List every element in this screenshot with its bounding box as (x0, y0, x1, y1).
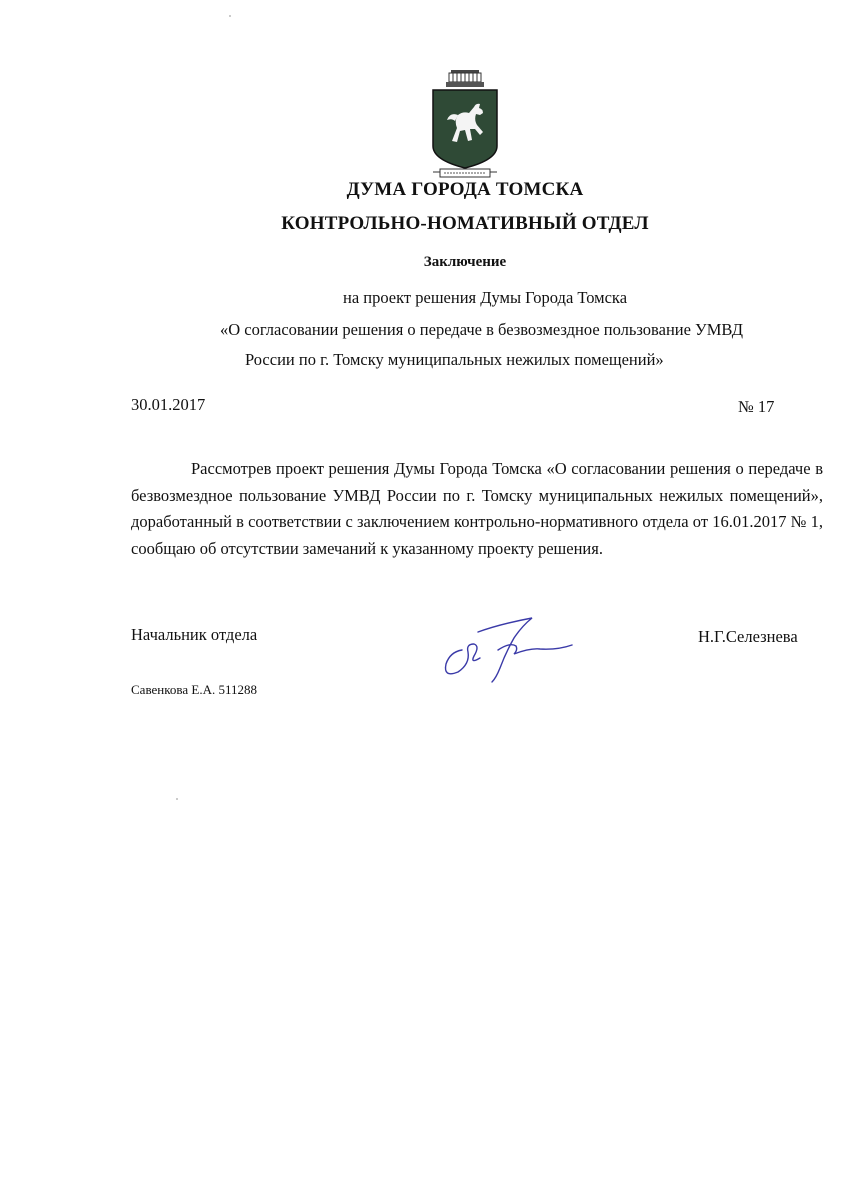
document-number: № 17 (738, 397, 775, 416)
organization-title: ДУМА ГОРОДА ТОМСКА (346, 179, 584, 200)
subject-line-3: России по г. Томску муниципальных нежилых помещений» (245, 350, 664, 369)
handwritten-signature-icon (440, 612, 575, 684)
signer-name: Н.Г.Селезнева (698, 627, 798, 646)
executor-contact: Савенкова Е.А. 511288 (131, 682, 257, 697)
subject-line-2: «О согласовании решения о передаче в безвозмездное пользование УМВД (220, 320, 744, 339)
body-paragraph: Рассмотрев проект решения Думы Города Томска «О согласовании решения о передаче в безвозмездное пользование УМВД России по г. Томску муниципальных нежилых помещений», доработанный в соответствии с заключением контрольно-нормативного отдела от 16.01.2017 № 1, сообщаю об отсутствии замечаний к указанному проекту решения. (131, 459, 823, 559)
tomsk-coat-of-arms-icon (430, 68, 500, 180)
document-type-title: Заключение (423, 254, 507, 270)
scan-speck (176, 798, 178, 800)
scan-speck (229, 15, 231, 17)
document-date: 30.01.2017 (131, 395, 206, 414)
signer-position: Начальник отдела (131, 625, 258, 644)
subject-line-1: на проект решения Думы Города Томска (343, 288, 628, 307)
department-title: КОНТРОЛЬНО-НОМАТИВНЫЙ ОТДЕЛ (281, 213, 649, 234)
